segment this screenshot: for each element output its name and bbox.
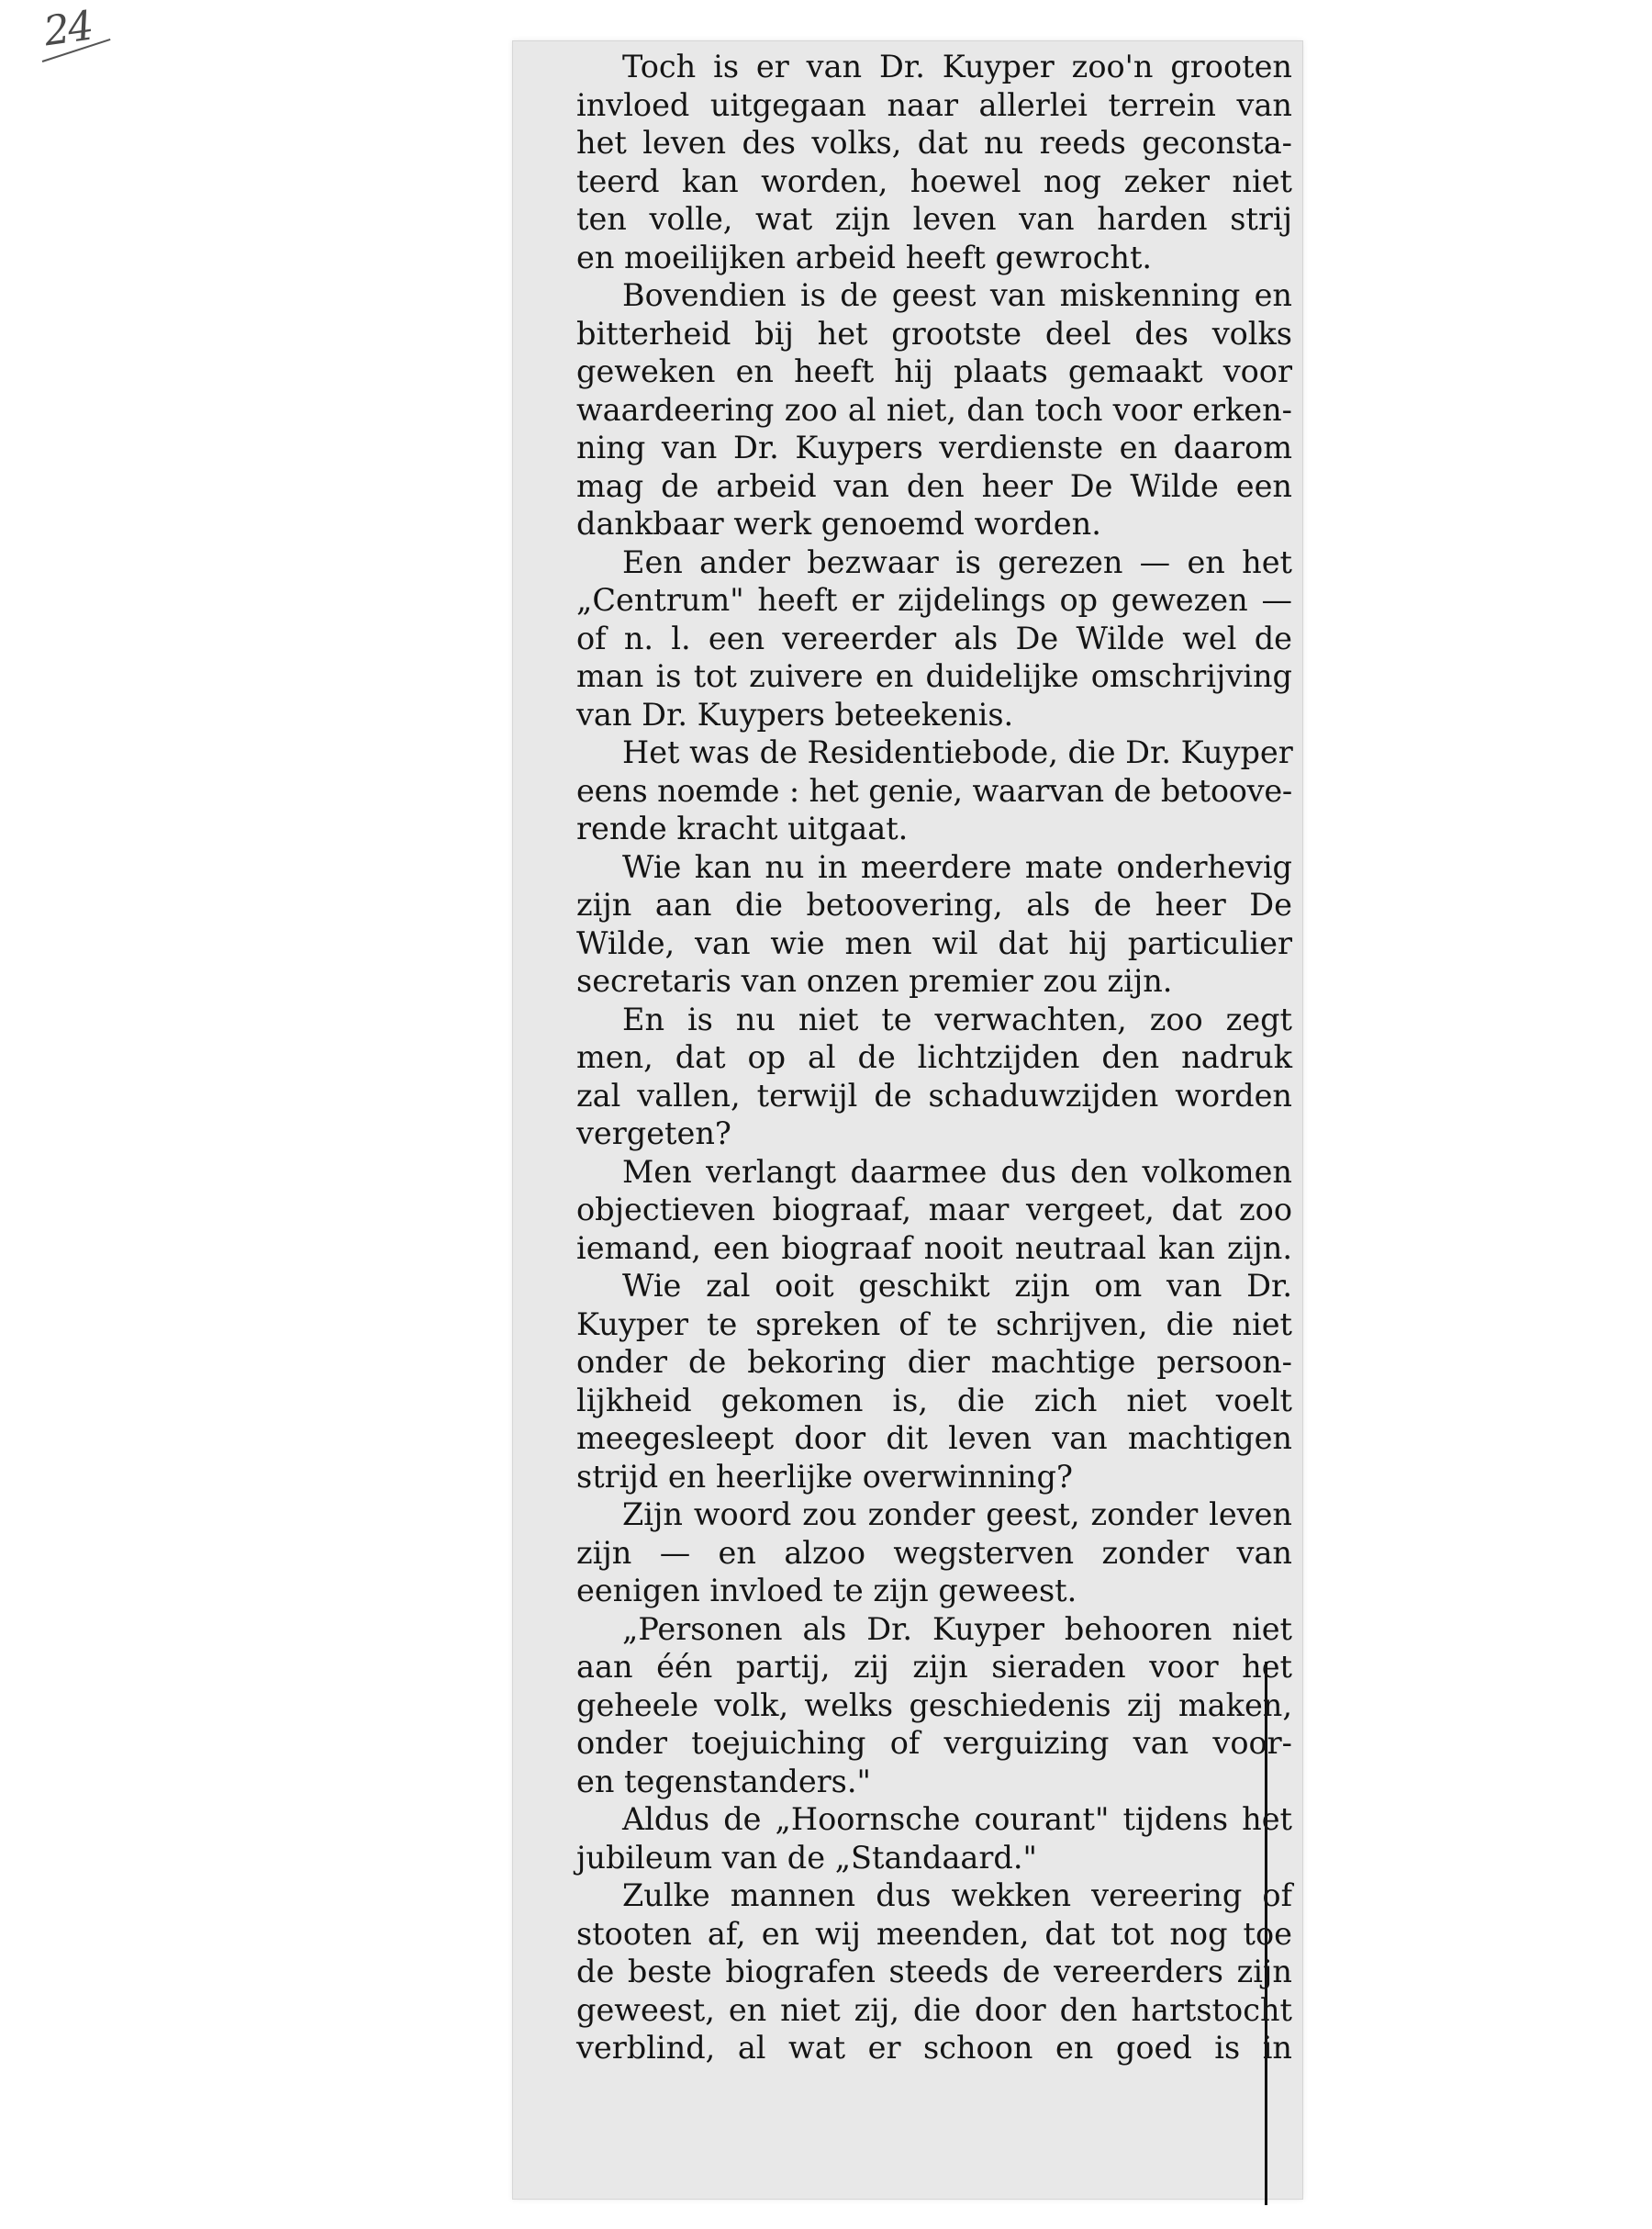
article-line: en moeilijken arbeid heeft gewrocht. xyxy=(576,239,1153,275)
article-line: geweest, en niet zij, die door den hartstocht xyxy=(576,1991,1292,2028)
article-line: ning van Dr. Kuypers verdienste en daarom xyxy=(576,430,1292,465)
article-line: Bovendien is de geest van miskenning en xyxy=(622,277,1292,313)
article-line: Aldus de „Hoornsche courant" tijdens het xyxy=(622,1801,1292,1837)
article-line: jubileum van de „Standaard." xyxy=(576,1839,1037,1876)
article-line: onder toejuiching of verguizing van voor- xyxy=(576,1725,1292,1761)
article-line: onder de bekoring dier machtige persoon- xyxy=(576,1344,1292,1380)
article-line: mag de arbeid van den heer De Wilde een xyxy=(576,467,1292,504)
article-line: van Dr. Kuypers beteekenis. xyxy=(576,696,1014,733)
article-column xyxy=(576,48,1292,2067)
article-line: bitterheid bij het grootste deel des volks xyxy=(576,315,1292,352)
article-line: „Personen als Dr. Kuyper behooren niet xyxy=(622,1610,1292,1647)
article-line: meegesleept door dit leven van machtigen xyxy=(576,1420,1292,1456)
article-line: rende kracht uitgaat. xyxy=(576,811,909,846)
article-line: aan één partij, zij zijn sieraden voor het xyxy=(576,1649,1292,1685)
article-line: of n. l. een vereerder als De Wilde wel de xyxy=(576,620,1292,656)
article-line: de beste biografen steeds de vereerders zijn xyxy=(576,1954,1292,1989)
article-line: man is tot zuivere en duidelijke omschrijving xyxy=(576,658,1292,694)
article-line: Een ander bezwaar is gerezen — en het xyxy=(622,543,1292,580)
article-line: strijd en heerlijke overwinning? xyxy=(576,1458,1073,1495)
article-line: objectieven biograaf, maar vergeet, dat zoo xyxy=(576,1192,1292,1227)
article-line: Wilde, van wie men wil dat hij particulier xyxy=(576,924,1292,961)
article-line: zijn aan die betoovering, als de heer De xyxy=(576,887,1292,923)
article-line: geweken en heeft hij plaats gemaakt voor xyxy=(576,353,1292,389)
article-line: men, dat op al de lichtzijden den nadruk xyxy=(576,1039,1292,1075)
article-line: Men verlangt daarmee dus den volkomen xyxy=(622,1153,1292,1190)
article-line: vergeten? xyxy=(576,1115,731,1151)
article-line: eens noemde : het genie, waarvan de betoove- xyxy=(576,772,1292,809)
article-line: Wie zal ooit geschikt zijn om van Dr. xyxy=(622,1268,1292,1304)
article-line: teerd kan worden, hoewel nog zeker niet xyxy=(576,162,1292,199)
article-line: en tegenstanders." xyxy=(576,1763,871,1799)
article-line: Kuyper te spreken of te schrijven, die niet xyxy=(576,1305,1292,1342)
article-line: stooten af, en wij meenden, dat tot nog toe xyxy=(576,1915,1292,1952)
article-line: lijkheid gekomen is, die zich niet voelt xyxy=(576,1382,1292,1418)
article-line: „Centrum" heeft er zijdelings op gewezen — xyxy=(576,582,1292,618)
article-line: Zulke mannen dus wekken vereering of xyxy=(622,1877,1292,1913)
article-line: waardeering zoo al niet, dan toch voor erken- xyxy=(576,391,1292,428)
article-line: invloed uitgegaan naar allerlei terrein van xyxy=(576,86,1292,123)
article-line: Het was de Residentiebode, die Dr. Kuyper xyxy=(622,734,1293,770)
article-line: ten volle, wat zijn leven van harden strij xyxy=(576,201,1292,237)
article-line: secretaris van onzen premier zou zijn. xyxy=(576,963,1173,999)
article-line: geheele volk, welks geschiedenis zij maken, xyxy=(576,1686,1292,1723)
article-line: dankbaar werk genoemd worden. xyxy=(576,506,1101,542)
article-line: En is nu niet te verwachten, zoo zegt xyxy=(622,1001,1292,1037)
article-line: Zijn woord zou zonder geest, zonder leven xyxy=(622,1496,1292,1532)
article-line: iemand, een biograaf nooit neutraal kan zijn. xyxy=(576,1229,1292,1266)
article-line: verblind, al wat er schoon en goed is in xyxy=(576,2030,1292,2066)
article-line: zijn — en alzoo wegsterven zonder van xyxy=(576,1534,1292,1571)
article-line: zal vallen, terwijl de schaduwzijden worden xyxy=(576,1077,1292,1114)
article-line: het leven des volks, dat nu reeds geconsta- xyxy=(576,125,1292,161)
article-line: Toch is er van Dr. Kuyper zoo'n grooten xyxy=(622,49,1292,84)
article-line: eenigen invloed te zijn geweest. xyxy=(576,1573,1077,1608)
article-line: Wie kan nu in meerdere mate onderhevig xyxy=(622,848,1292,885)
page-number: 24 xyxy=(40,2,95,56)
